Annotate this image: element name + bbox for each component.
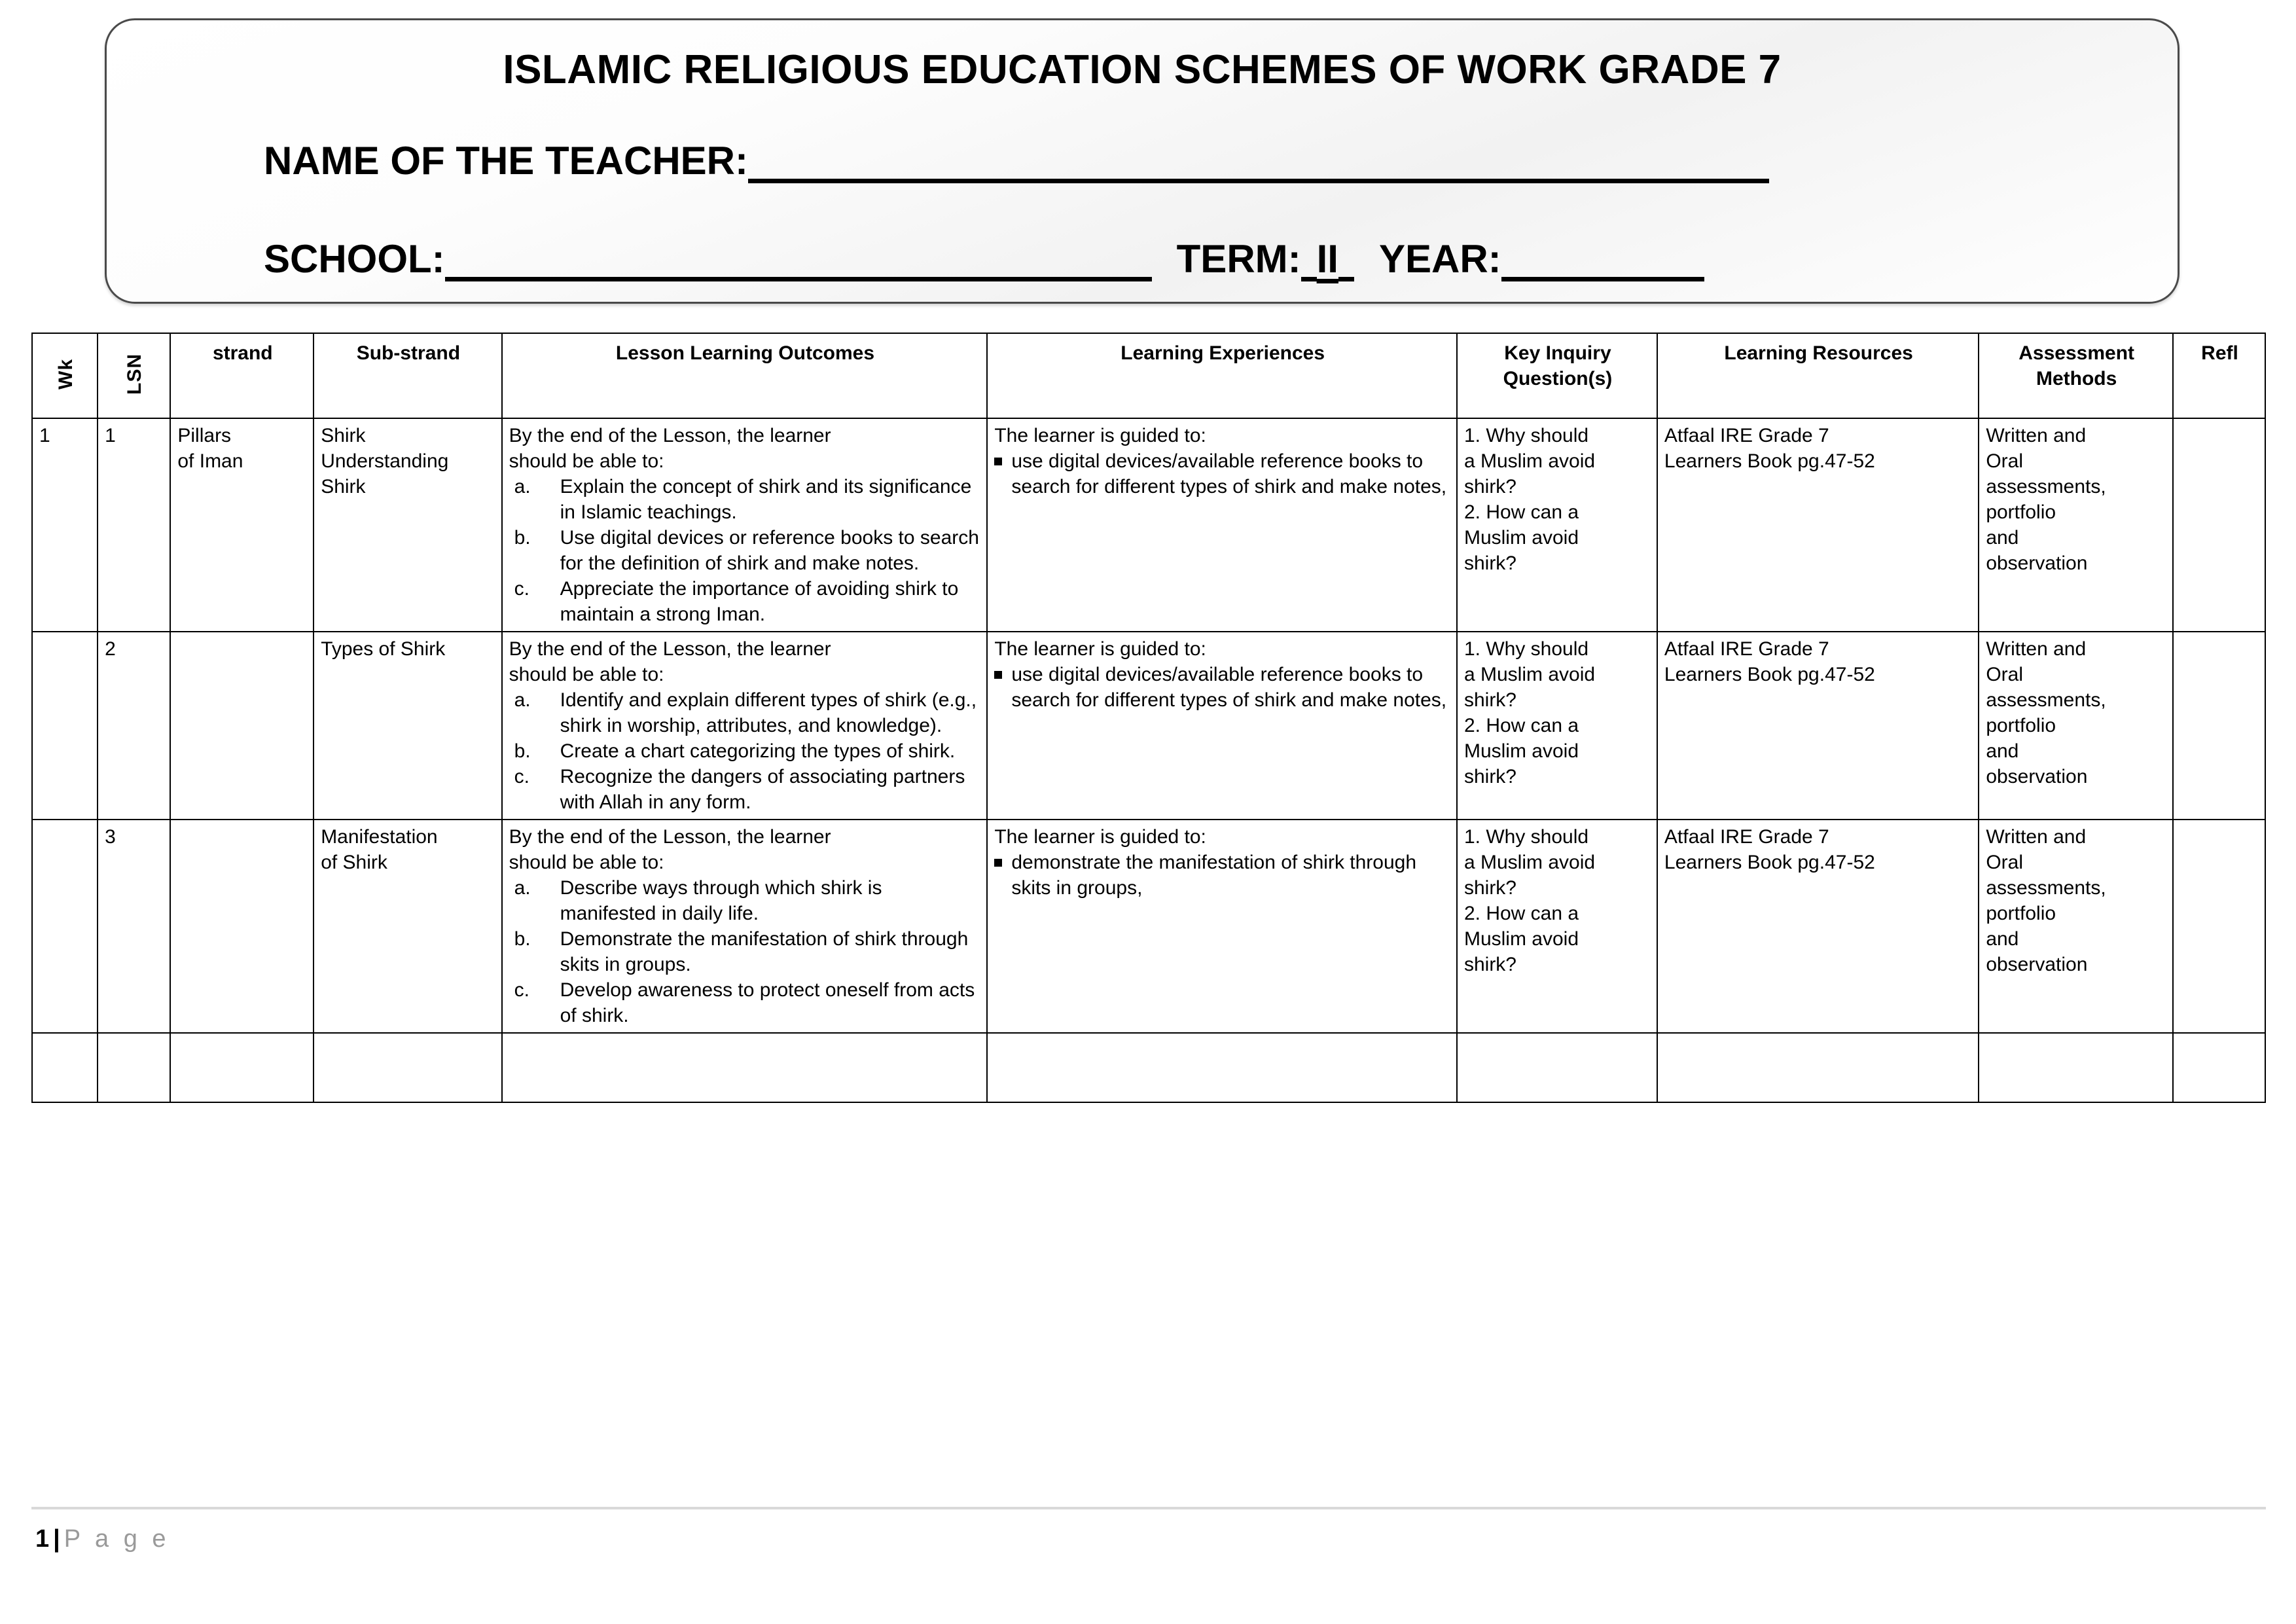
am-header-line-2: Methods	[2036, 368, 2117, 389]
llo-lead-line: By the end of the Lesson, the learner	[509, 826, 831, 848]
kiq-line: Muslim avoid	[1463, 740, 1579, 762]
llo-item-marker: a.	[514, 877, 531, 899]
am-line: assessments,	[1986, 877, 2106, 899]
am-line: and	[1986, 740, 2019, 762]
cell-key-inquiry-questions[interactable]	[1457, 632, 1657, 820]
cell-lsn[interactable]: 3	[98, 820, 170, 1033]
lr-line: Learners Book pg.47-52	[1664, 852, 1875, 873]
kiq-line: shirk?	[1463, 766, 1516, 787]
llo-list-item	[509, 977, 982, 1028]
cell-strand[interactable]	[170, 632, 314, 820]
cell-strand[interactable]	[170, 820, 314, 1033]
llo-lead-line: should be able to:	[509, 664, 664, 685]
column-header-learning-resources: Learning Resources	[1657, 333, 1979, 418]
year-blank[interactable]	[1501, 248, 1704, 281]
llo-list-item	[509, 926, 982, 977]
am-line: Oral	[1986, 450, 2023, 472]
cell-empty[interactable]	[170, 1033, 314, 1102]
term-blank-left[interactable]	[1301, 248, 1317, 281]
llo-item-marker: b.	[514, 928, 531, 950]
am-line: Oral	[1986, 852, 2023, 873]
llo-list-item	[509, 764, 982, 815]
cell-empty[interactable]	[314, 1033, 501, 1102]
cell-assessment-methods[interactable]	[1979, 632, 2173, 820]
llo-list	[509, 687, 982, 815]
lr-line: Atfaal IRE Grade 7	[1664, 826, 1829, 848]
school-term-year-row	[264, 236, 1704, 281]
le-item-text: demonstrate the manifestation of shirk through skits in groups,	[1011, 852, 1417, 899]
kiq-line: shirk?	[1463, 954, 1516, 975]
year-label: YEAR:	[1378, 237, 1501, 281]
le-item-text: use digital devices/available reference books to search for different types of shirk and make notes,	[1011, 450, 1447, 497]
am-line: portfolio	[1986, 501, 2056, 523]
lr-line: Atfaal IRE Grade 7	[1664, 638, 1829, 660]
kiq-header-line-2: Question(s)	[1503, 368, 1613, 389]
strand-line: of Iman	[177, 450, 243, 472]
llo-list-item	[509, 738, 982, 764]
llo-item-marker: c.	[514, 979, 529, 1001]
le-item-text: use digital devices/available reference books to search for different types of shirk and make notes,	[1011, 664, 1447, 711]
cell-lsn[interactable]: 1	[98, 418, 170, 632]
square-bullet-icon	[994, 458, 1002, 465]
llo-lead-line: By the end of the Lesson, the learner	[509, 638, 831, 660]
llo-item-text: Demonstrate the manifestation of shirk through skits in groups.	[560, 928, 969, 975]
column-header-strand: strand	[170, 333, 314, 418]
cell-refl[interactable]	[2173, 418, 2265, 632]
cell-refl[interactable]	[2173, 820, 2265, 1033]
kiq-line: 2. How can a	[1463, 501, 1579, 523]
llo-list-item	[509, 525, 982, 576]
llo-item-text: Identify and explain different types of shirk (e.g., shirk in worship, attributes, and knowledge).	[560, 689, 977, 736]
square-bullet-icon	[994, 859, 1002, 867]
kiq-line: 1. Why should	[1463, 425, 1589, 446]
am-line: Written and	[1986, 826, 2087, 848]
cell-assessment-methods[interactable]	[1979, 820, 2173, 1033]
kiq-line: shirk?	[1463, 552, 1516, 574]
sub-strand-line: Shirk	[321, 476, 366, 497]
cell-key-inquiry-questions[interactable]	[1457, 418, 1657, 632]
column-header-key-inquiry-questions	[1457, 333, 1657, 418]
llo-list	[509, 875, 982, 1028]
school-blank[interactable]	[445, 248, 1152, 281]
le-list-item	[994, 662, 1451, 713]
le-list	[994, 448, 1451, 499]
llo-list-item	[509, 474, 982, 525]
document-header-banner	[105, 18, 2179, 304]
column-header-refl: Refl	[2173, 333, 2265, 418]
kiq-line: shirk?	[1463, 689, 1516, 711]
cell-assessment-methods[interactable]	[1979, 418, 2173, 632]
am-line: Written and	[1986, 638, 2087, 660]
am-line: portfolio	[1986, 903, 2056, 924]
sub-strand-line: of Shirk	[321, 852, 387, 873]
table-row	[32, 820, 2265, 1033]
table-header	[32, 333, 2265, 418]
am-line: portfolio	[1986, 715, 2056, 736]
sub-strand-line: Types of Shirk	[321, 638, 446, 660]
cell-learning-experiences[interactable]	[987, 820, 1457, 1033]
llo-lead-line: should be able to:	[509, 450, 664, 472]
cell-learning-experiences[interactable]	[987, 632, 1457, 820]
sub-strand-line: Manifestation	[321, 826, 438, 848]
cell-lesson-learning-outcomes[interactable]	[502, 418, 988, 632]
cell-empty[interactable]	[2173, 1033, 2265, 1102]
kiq-line: a Muslim avoid	[1463, 450, 1596, 472]
cell-sub-strand[interactable]	[314, 820, 501, 1033]
square-bullet-icon	[994, 671, 1002, 679]
cell-learning-resources[interactable]	[1657, 820, 1979, 1033]
term-blank-right[interactable]	[1338, 248, 1354, 281]
cell-empty[interactable]	[987, 1033, 1457, 1102]
am-line: observation	[1986, 766, 2088, 787]
table-header-row	[32, 333, 2265, 418]
llo-item-marker: c.	[514, 766, 529, 787]
cell-refl[interactable]	[2173, 632, 2265, 820]
cell-empty[interactable]	[502, 1033, 988, 1102]
cell-key-inquiry-questions[interactable]	[1457, 820, 1657, 1033]
column-header-learning-experiences: Learning Experiences	[987, 333, 1457, 418]
column-header-sub-strand: Sub-strand	[314, 333, 501, 418]
term-value: II	[1316, 237, 1338, 281]
kiq-line: shirk?	[1463, 476, 1516, 497]
footer-page-word: P a g e	[63, 1525, 170, 1553]
kiq-line: 1. Why should	[1463, 638, 1589, 660]
llo-lead-line: should be able to:	[509, 852, 664, 873]
column-header-assessment-methods	[1979, 333, 2173, 418]
schemes-of-work-table	[31, 333, 2266, 1103]
llo-list-item	[509, 576, 982, 627]
am-line: Written and	[1986, 425, 2087, 446]
cell-wk[interactable]	[32, 632, 98, 820]
am-line: Oral	[1986, 664, 2023, 685]
lr-line: Learners Book pg.47-52	[1664, 664, 1875, 685]
llo-item-marker: a.	[514, 689, 531, 711]
llo-list-item	[509, 875, 982, 926]
llo-item-marker: b.	[514, 740, 531, 762]
llo-lead-line: By the end of the Lesson, the learner	[509, 425, 831, 446]
cell-lesson-learning-outcomes[interactable]	[502, 820, 988, 1033]
llo-item-text: Create a chart categorizing the types of shirk.	[560, 740, 956, 762]
cell-sub-strand[interactable]	[314, 632, 501, 820]
teacher-name-field-row	[264, 138, 1769, 183]
column-header-lesson-learning-outcomes: Lesson Learning Outcomes	[502, 333, 988, 418]
school-label: SCHOOL:	[264, 237, 445, 281]
am-line: assessments,	[1986, 476, 2106, 497]
kiq-line: Muslim avoid	[1463, 928, 1579, 950]
le-list	[994, 850, 1451, 901]
teacher-name-label: NAME OF THE TEACHER:	[264, 139, 748, 183]
cell-empty[interactable]	[98, 1033, 170, 1102]
llo-item-text: Appreciate the importance of avoiding shirk to maintain a strong Iman.	[560, 578, 959, 625]
am-line: observation	[1986, 954, 2088, 975]
le-lead-line: The learner is guided to:	[994, 826, 1206, 848]
cell-lsn[interactable]: 2	[98, 632, 170, 820]
kiq-line: a Muslim avoid	[1463, 852, 1596, 873]
llo-item-marker: a.	[514, 476, 531, 497]
cell-strand[interactable]	[170, 418, 314, 632]
cell-wk[interactable]	[32, 820, 98, 1033]
column-header-lsn: LSN	[98, 333, 170, 418]
sub-strand-line: Shirk	[321, 425, 366, 446]
kiq-line: Muslim avoid	[1463, 527, 1579, 549]
le-list	[994, 662, 1451, 713]
am-line: and	[1986, 928, 2019, 950]
am-line: and	[1986, 527, 2019, 549]
sub-strand-line: Understanding	[321, 450, 449, 472]
cell-learning-resources[interactable]	[1657, 632, 1979, 820]
page-number: 1	[35, 1525, 50, 1553]
kiq-header-line-1: Key Inquiry	[1504, 342, 1611, 364]
kiq-line: shirk?	[1463, 877, 1516, 899]
le-lead-line: The learner is guided to:	[994, 425, 1206, 446]
kiq-line: 1. Why should	[1463, 826, 1589, 848]
table-body	[32, 418, 2265, 1102]
llo-item-text: Use digital devices or reference books to search for the definition of shirk and make notes.	[560, 527, 979, 574]
le-list-item	[994, 448, 1451, 499]
term-label: TERM:	[1176, 237, 1301, 281]
llo-item-marker: b.	[514, 527, 531, 549]
le-list-item	[994, 850, 1451, 901]
strand-line: Pillars	[177, 425, 232, 446]
cell-empty[interactable]	[1979, 1033, 2173, 1102]
teacher-name-blank[interactable]	[748, 150, 1769, 183]
llo-item-text: Recognize the dangers of associating partners with Allah in any form.	[560, 766, 965, 813]
cell-sub-strand[interactable]	[314, 418, 501, 632]
am-line: observation	[1986, 552, 2088, 574]
am-header-line-1: Assessment	[2018, 342, 2135, 364]
page-title: ISLAMIC RELIGIOUS EDUCATION SCHEMES OF WORK GRADE 7	[503, 47, 1782, 92]
llo-list	[509, 474, 982, 627]
llo-item-text: Describe ways through which shirk is manifested in daily life.	[560, 877, 882, 924]
llo-item-text: Explain the concept of shirk and its significance in Islamic teachings.	[560, 476, 972, 523]
cell-empty[interactable]	[1457, 1033, 1657, 1102]
column-header-wk: Wk	[32, 333, 98, 418]
table-row-empty	[32, 1033, 2265, 1102]
llo-list-item	[509, 687, 982, 738]
lr-line: Learners Book pg.47-52	[1664, 450, 1875, 472]
kiq-line: a Muslim avoid	[1463, 664, 1596, 685]
llo-item-text: Develop awareness to protect oneself from acts of shirk.	[560, 979, 975, 1026]
le-lead-line: The learner is guided to:	[994, 638, 1206, 660]
cell-wk[interactable]: 1	[32, 418, 98, 632]
am-line: assessments,	[1986, 689, 2106, 711]
cell-lesson-learning-outcomes[interactable]	[502, 632, 988, 820]
footer-divider	[31, 1507, 2266, 1509]
cell-empty[interactable]	[32, 1033, 98, 1102]
lr-line: Atfaal IRE Grade 7	[1664, 425, 1829, 446]
cell-learning-resources[interactable]	[1657, 418, 1979, 632]
cell-learning-experiences[interactable]	[987, 418, 1457, 632]
kiq-line: 2. How can a	[1463, 903, 1579, 924]
footer	[35, 1525, 170, 1553]
kiq-line: 2. How can a	[1463, 715, 1579, 736]
llo-item-marker: c.	[514, 578, 529, 600]
footer-separator: |	[53, 1525, 60, 1553]
table-row	[32, 418, 2265, 632]
cell-empty[interactable]	[1657, 1033, 1979, 1102]
table-row	[32, 632, 2265, 820]
